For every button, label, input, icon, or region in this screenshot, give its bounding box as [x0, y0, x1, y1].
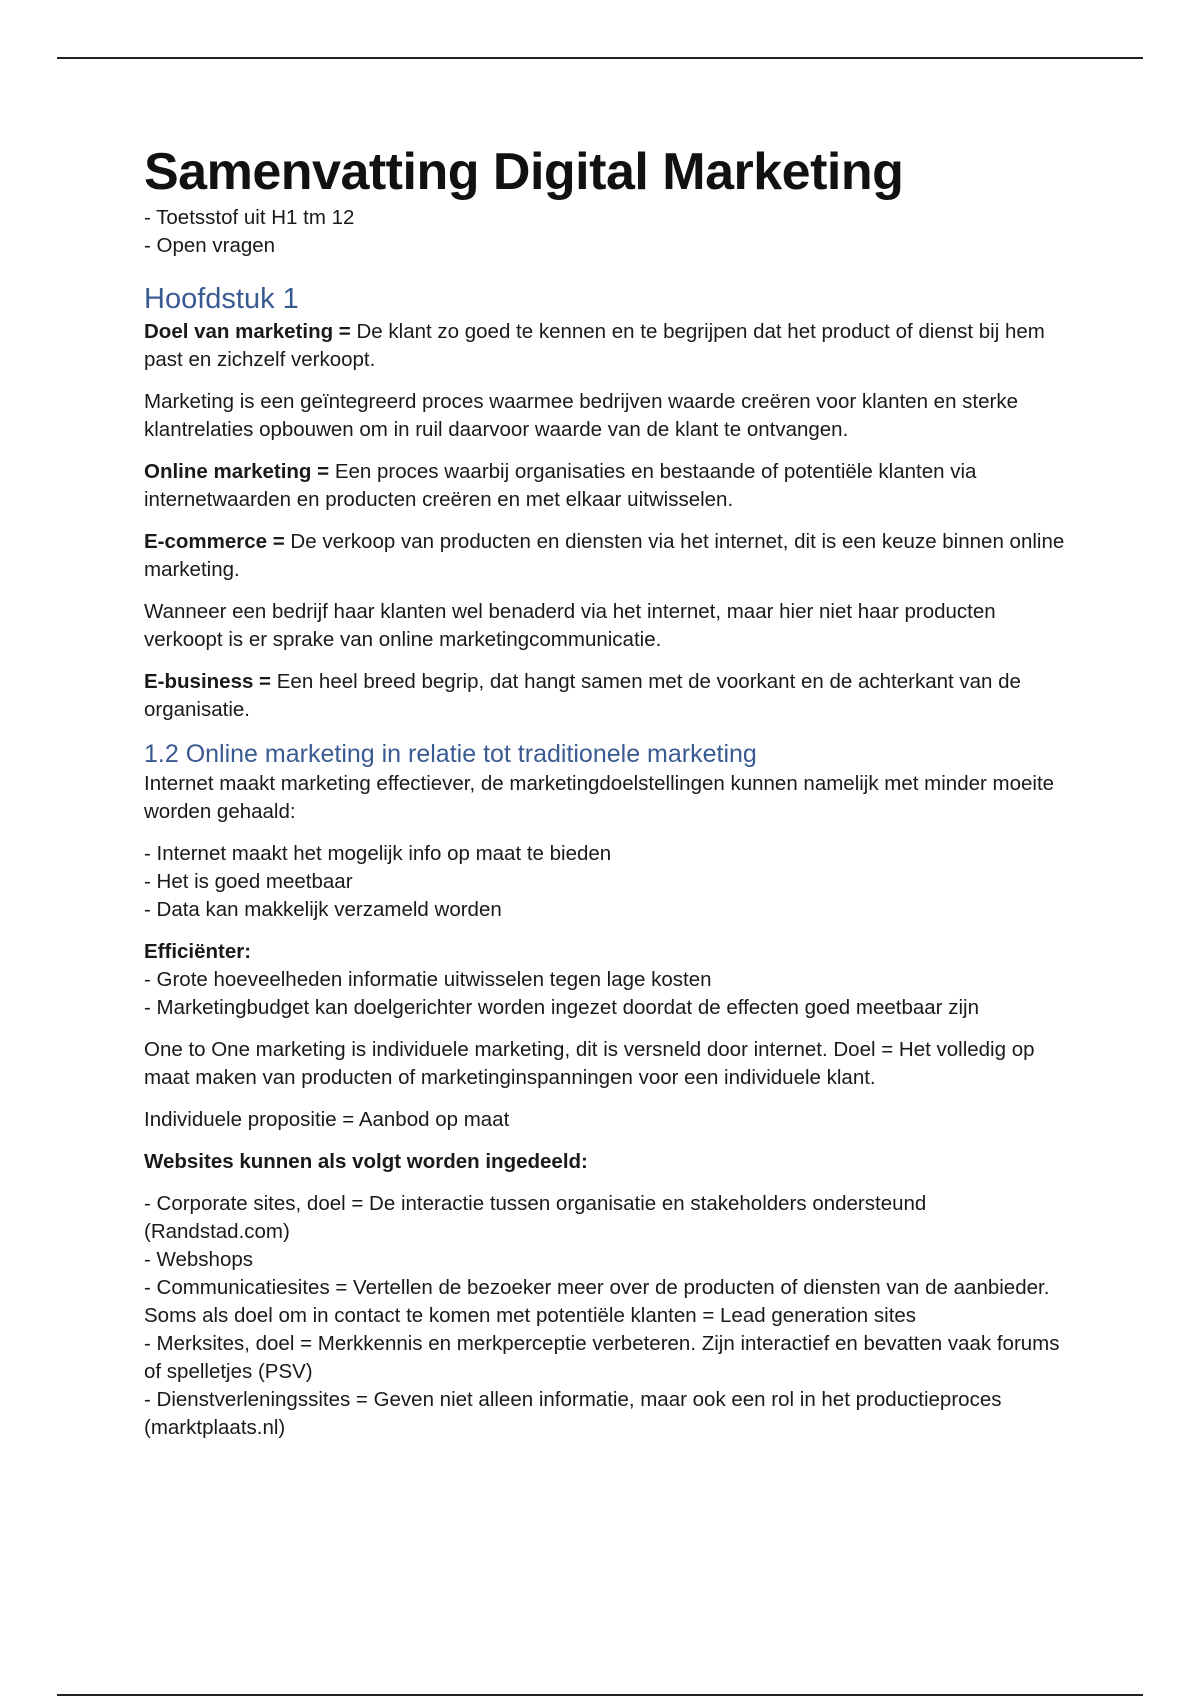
- list-item: - Dienstverleningssites = Geven niet alleen informatie, maar ook een rol in het productieproces (marktplaats.nl): [144, 1388, 1002, 1439]
- websites-label: [144, 1148, 1069, 1176]
- advantages-list: [144, 840, 1069, 924]
- list-item: - Corporate sites, doel = De interactie tussen organisatie en stakeholders ondersteund (Randstad.com): [144, 1192, 927, 1243]
- paragraph-internet: Internet maakt marketing effectiever, de marketingdoelstellingen kunnen namelijk met minder moeite worden gehaald:: [144, 772, 1055, 823]
- definition-text: Een proces waarbij organisaties en bestaande of potentiële klanten via internetwaarden en producten creëren en met elkaar uitwisselen.: [144, 460, 977, 511]
- list-item: - Merksites, doel = Merkkennis en merkperceptie verbeteren. Zijn interactief en bevatten vaak forums of spelletjes (PSV): [144, 1332, 1060, 1383]
- list-item: - Webshops: [144, 1248, 254, 1271]
- definition-text: De verkoop van producten en diensten via het internet, dit is een keuze binnen online marketing.: [144, 530, 1065, 581]
- paragraph-propositie: Individuele propositie = Aanbod op maat: [144, 1108, 510, 1131]
- websites-label-text: Websites kunnen als volgt worden ingedeeld:: [144, 1150, 588, 1173]
- list-item: - Internet maakt het mogelijk info op maat te bieden: [144, 842, 612, 865]
- intro-item: - Open vragen: [144, 234, 276, 257]
- list-item: - Het is goed meetbaar: [144, 870, 353, 893]
- list-item: - Marketingbudget kan doelgerichter worden ingezet doordat de effecten goed meetbaar zijn: [144, 996, 979, 1019]
- section-heading: 1.2 Online marketing in relatie tot traditionele marketing: [144, 740, 757, 768]
- definition-text: De klant zo goed te kennen en te begrijpen dat het product of dienst bij hem past en zichzelf verkoopt.: [144, 320, 1045, 371]
- websites-list: [144, 1190, 1069, 1442]
- paragraph-one-to-one: One to One marketing is individuele marketing, dit is versneld door internet. Doel = Het volledig op maat maken van producten of marketinginspanningen voor een individuele klant.: [144, 1038, 1035, 1089]
- list-item: - Data kan makkelijk verzameld worden: [144, 898, 502, 921]
- definition-ecommerce: [144, 528, 1069, 584]
- list-item: - Communicatiesites = Vertellen de bezoeker meer over de producten of diensten van de aanbieder. Soms als doel om in contact te komen met potentiële klanten = Lead generation sites: [144, 1276, 1050, 1327]
- paragraph-wanneer: Wanneer een bedrijf haar klanten wel benaderd via het internet, maar hier niet haar producten verkoopt is er sprake van online marketingcommunicatie.: [144, 600, 996, 651]
- definition-term: Doel van marketing =: [144, 320, 351, 343]
- document-title: Samenvatting Digital Marketing: [144, 143, 904, 201]
- definition-term: E-business =: [144, 670, 272, 693]
- definition-term: Online marketing =: [144, 460, 330, 483]
- chapter-heading: Hoofdstuk 1: [144, 283, 299, 315]
- definition-doel: [144, 318, 1069, 374]
- bottom-rule: [57, 1694, 1143, 1696]
- document-page: [144, 140, 1069, 1456]
- intro-list: [144, 204, 1069, 260]
- list-item: - Grote hoeveelheden informatie uitwisselen tegen lage kosten: [144, 968, 712, 991]
- paragraph-marketing: Marketing is een geïntegreerd proces waarmee bedrijven waarde creëren voor klanten en sterke klantrelaties opbouwen om in ruil daarvoor waarde van de klant te ontvangen.: [144, 390, 1019, 441]
- definition-text: Een heel breed begrip, dat hangt samen met de voorkant en de achterkant van de organisatie.: [144, 670, 1021, 721]
- top-rule: [57, 57, 1143, 59]
- definition-term: E-commerce =: [144, 530, 285, 553]
- efficiency-block: [144, 938, 1069, 1022]
- definition-online: [144, 458, 1069, 514]
- intro-item: - Toetsstof uit H1 tm 12: [144, 206, 355, 229]
- efficiency-label: Efficiënter:: [144, 940, 252, 963]
- definition-ebusiness: [144, 668, 1069, 724]
